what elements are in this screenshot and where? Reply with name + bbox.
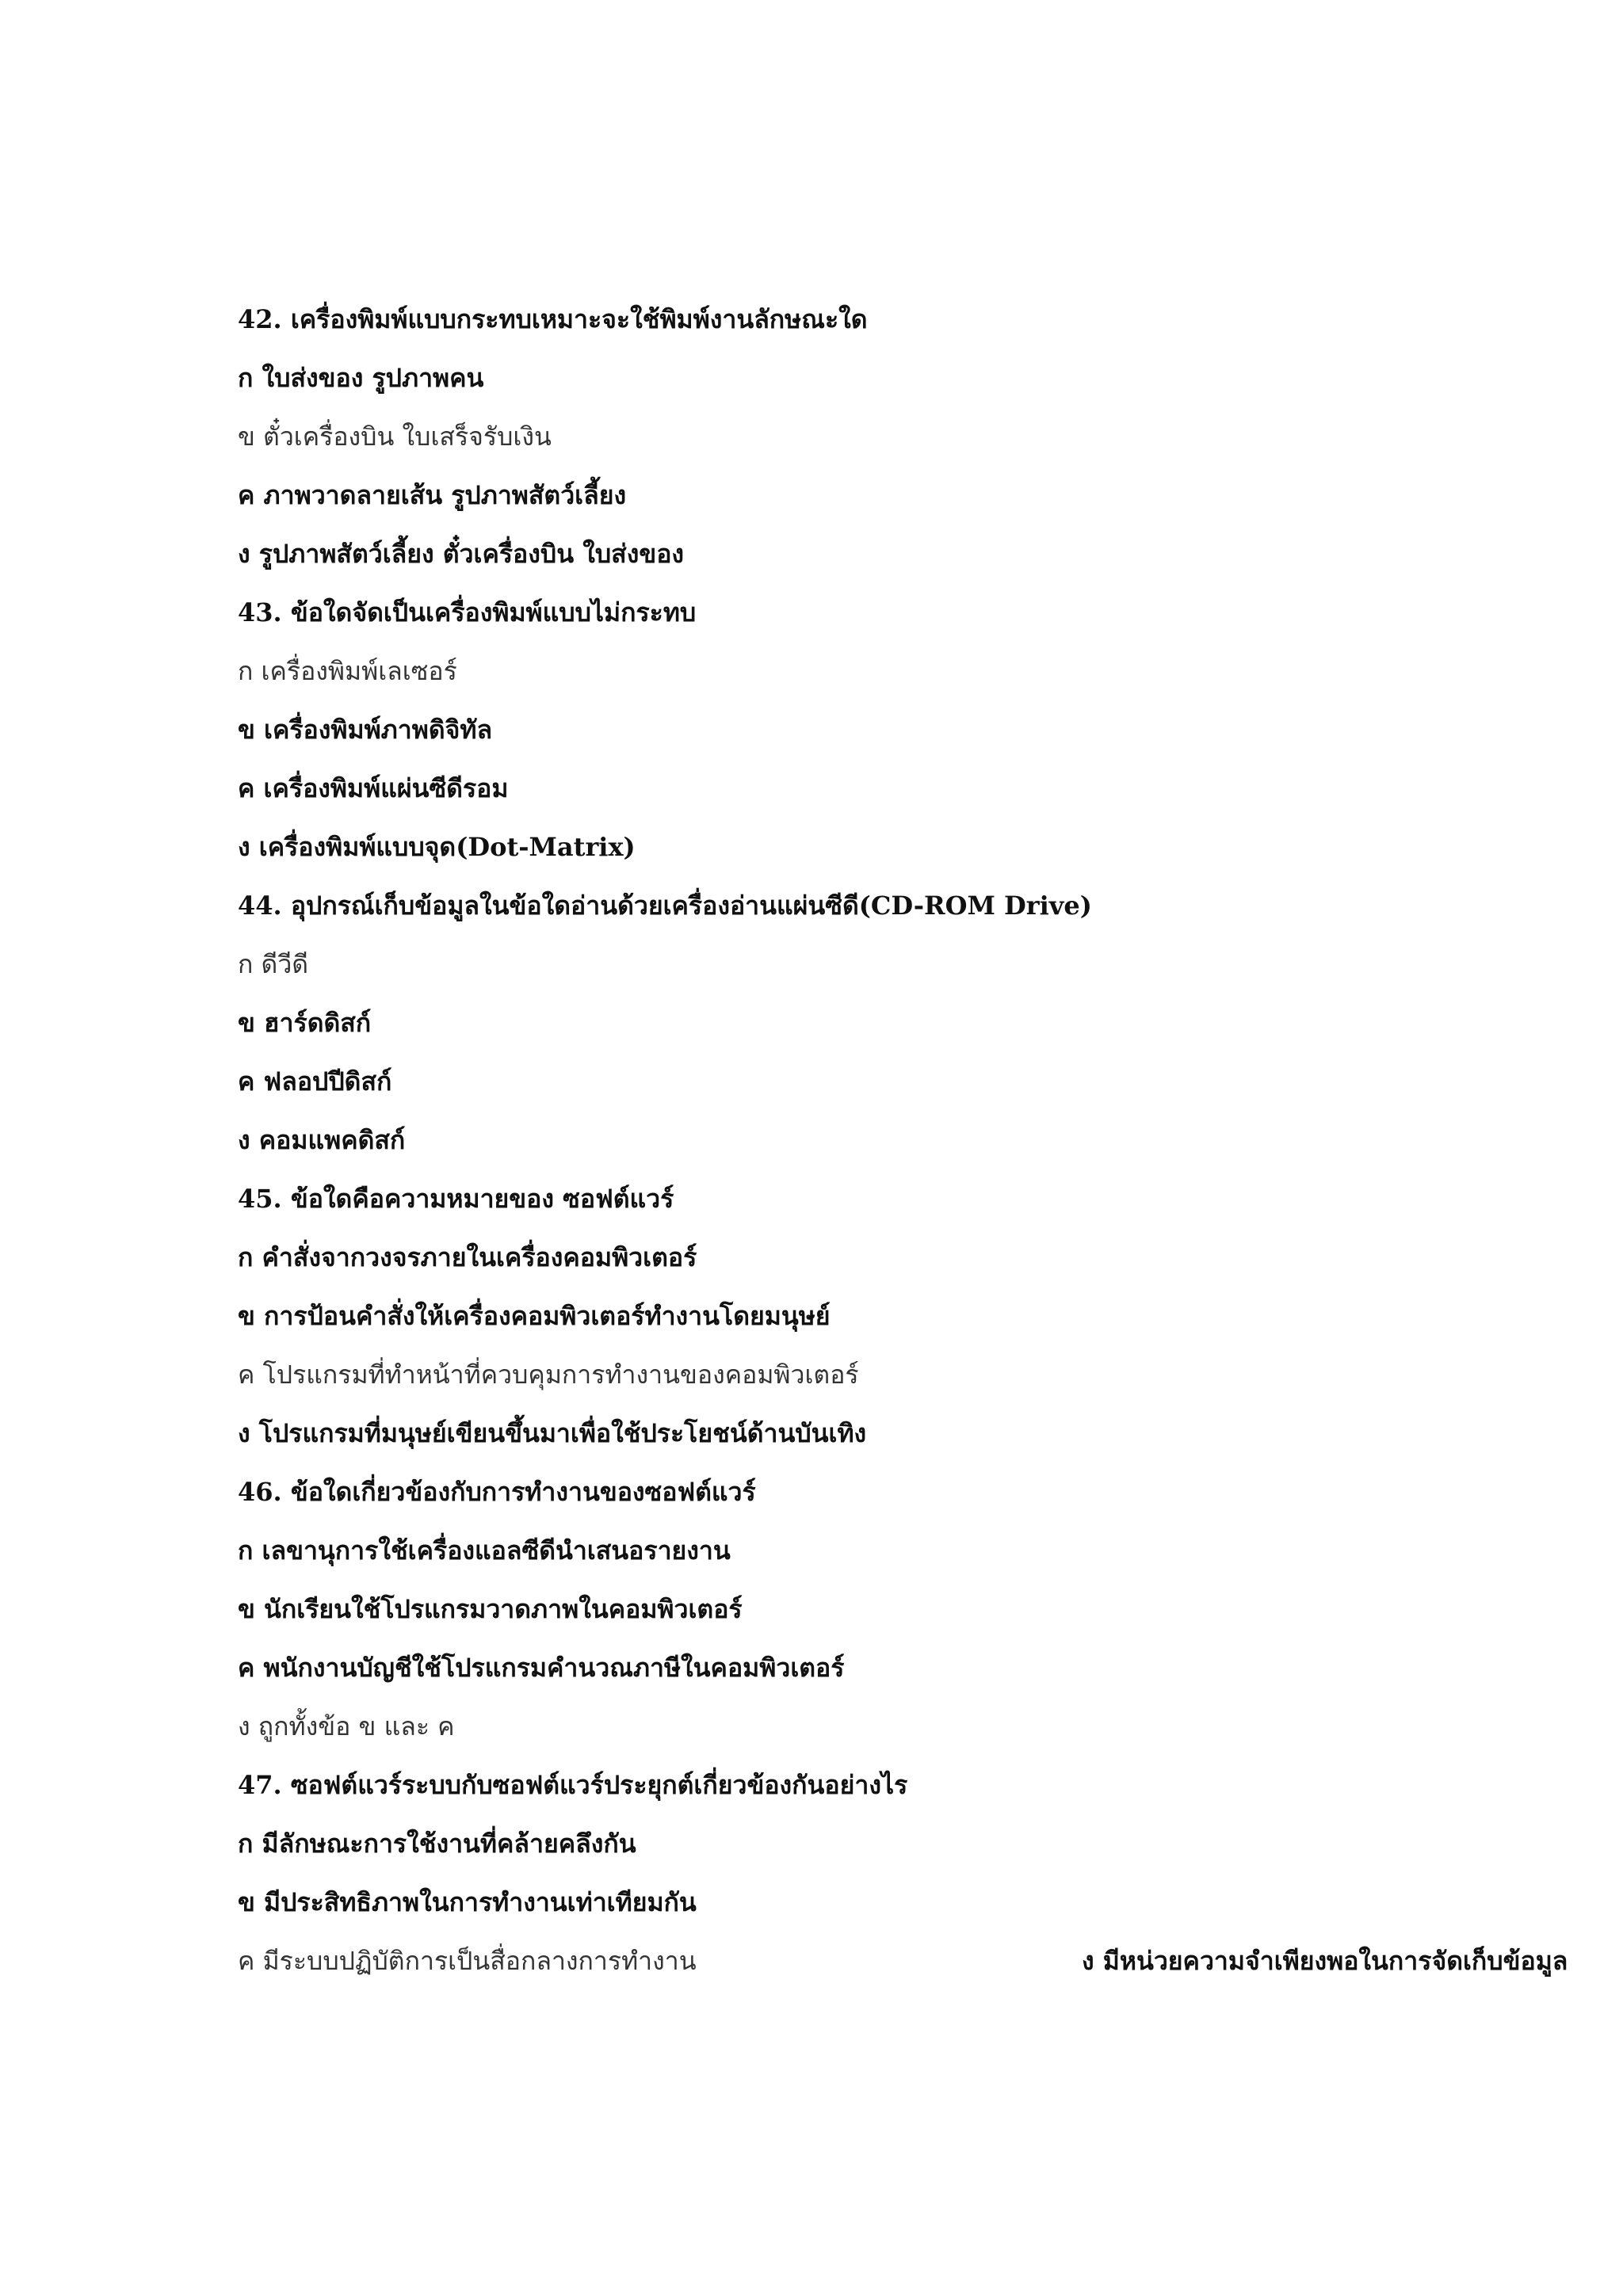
q42-choice-b: ข ตั๋วเครื่องบิน ใบเสร็จรับเงิน (238, 421, 552, 452)
q47-choice-a: ก มีลักษณะการใช้งานที่คล้ายคลึงกัน (238, 1829, 636, 1859)
q42-choice-c: ค ภาพวาดลายเส้น รูปภาพสัตว์เลี้ยง (238, 480, 627, 510)
question-47: 47. ซอฟต์แวร์ระบบกับซอฟต์แวร์ประยุกต์เกี่ยวข้องกันอย่างไร (238, 1770, 908, 1800)
question-45: 45. ข้อใดคือความหมายของ ซอฟต์แวร์ (238, 1184, 674, 1214)
q43-choice-d: ง เครื่องพิมพ์แบบจุด(Dot-Matrix) (238, 832, 636, 862)
question-44: 44. อุปกรณ์เก็บข้อมูลในข้อใดอ่านด้วยเครื่องอ่านแผ่นซีดี(CD-ROM Drive) (238, 891, 1092, 921)
q46-choice-a: ก เลขานุการใช้เครื่องแอลซีดีนำเสนอรายงาน (238, 1535, 731, 1566)
q45-choice-d: ง โปรแกรมที่มนุษย์เขียนขึ้นมาเพื่อใช้ประโยชน์ด้านบันเทิง (238, 1418, 867, 1448)
q44-choice-d: ง คอมแพคดิสก์ (238, 1125, 406, 1155)
q46-choice-d: ง ถูกทั้งข้อ ข และ ค (238, 1711, 455, 1741)
q43-choice-a: ก เครื่องพิมพ์เลเซอร์ (238, 656, 457, 686)
q44-choice-c: ค ฟลอปปีดิสก์ (238, 1066, 392, 1097)
q47-choice-d: ง มีหน่วยความจำเพียงพอในการจัดเก็บข้อมูล (1082, 1946, 1568, 1976)
q46-choice-c: ค พนักงานบัญชีใช้โปรแกรมคำนวณภาษีในคอมพิวเตอร์ (238, 1653, 845, 1683)
q42-choice-d: ง รูปภาพสัตว์เลี้ยง ตั๋วเครื่องบิน ใบส่งของ (238, 539, 685, 569)
q47-choice-b: ข มีประสิทธิภาพในการทำงานเท่าเทียมกัน (238, 1887, 697, 1917)
question-46: 46. ข้อใดเกี่ยวข้องกับการทำงานของซอฟต์แวร์ (238, 1477, 756, 1507)
q43-choice-c: ค เครื่องพิมพ์แผ่นซีดีรอม (238, 773, 509, 803)
q47-choice-c: ค มีระบบปฏิบัติการเป็นสื่อกลางการทำงาน (238, 1946, 697, 1976)
q46-choice-b: ข นักเรียนใช้โปรแกรมวาดภาพในคอมพิวเตอร์ (238, 1594, 743, 1624)
q42-choice-a: ก ใบส่งของ รูปภาพคน (238, 363, 484, 393)
q45-choice-b: ข การป้อนคำสั่งให้เครื่องคอมพิวเตอร์ทำงานโดยมนุษย์ (238, 1301, 831, 1331)
q45-choice-a: ก คำสั่งจากวงจรภายในเครื่องคอมพิวเตอร์ (238, 1242, 697, 1272)
q47-choice-row (238, 1932, 1568, 1990)
question-42: 42. เครื่องพิมพ์แบบกระทบเหมาะจะใช้พิมพ์งานลักษณะใด (238, 304, 868, 334)
q45-choice-c: ค โปรแกรมที่ทำหน้าที่ควบคุมการทำงานของคอมพิวเตอร์ (238, 1360, 859, 1390)
q44-choice-a: ก ดีวีดี (238, 949, 309, 979)
question-43: 43. ข้อใดจัดเป็นเครื่องพิมพ์แบบไม่กระทบ (238, 597, 697, 627)
q44-choice-b: ข ฮาร์ดดิสก์ (238, 1008, 372, 1038)
q43-choice-b: ข เครื่องพิมพ์ภาพดิจิทัล (238, 715, 493, 745)
